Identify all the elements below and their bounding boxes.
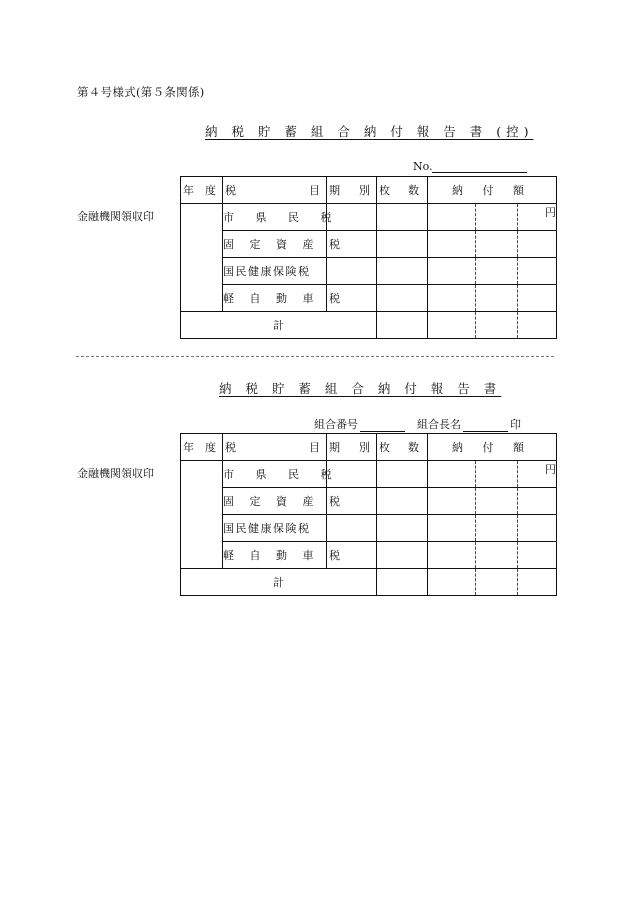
year-cell[interactable] bbox=[181, 204, 223, 312]
amount-cell[interactable] bbox=[428, 204, 476, 231]
header-year: 年 度 bbox=[181, 434, 223, 461]
period-cell[interactable] bbox=[327, 515, 377, 542]
amount-cell[interactable] bbox=[518, 515, 557, 542]
amount-cell[interactable] bbox=[518, 258, 557, 285]
total-count-cell[interactable] bbox=[377, 569, 428, 596]
count-cell[interactable] bbox=[377, 204, 428, 231]
total-amount-cell[interactable] bbox=[518, 312, 557, 339]
count-cell[interactable] bbox=[377, 515, 428, 542]
year-cell[interactable] bbox=[181, 461, 223, 569]
tax-item-label: 国民健康保険税 bbox=[223, 258, 327, 285]
total-label: 計 bbox=[181, 569, 377, 596]
amount-cell[interactable] bbox=[476, 204, 518, 231]
table-header-row bbox=[181, 434, 557, 461]
yen-label: 円 bbox=[518, 204, 557, 231]
tax-item-label: 市 県 民 税 bbox=[223, 204, 327, 231]
number-label: No. bbox=[413, 160, 433, 173]
amount-cell[interactable] bbox=[476, 258, 518, 285]
table-row bbox=[181, 488, 557, 515]
header-period: 期 別 bbox=[327, 177, 377, 204]
form-number: 第４号様式(第５条関係) bbox=[77, 85, 205, 99]
table-total-row bbox=[181, 569, 557, 596]
yen-label: 円 bbox=[518, 461, 557, 488]
tax-item-label: 国民健康保険税 bbox=[223, 515, 327, 542]
amount-cell[interactable] bbox=[476, 231, 518, 258]
table-row bbox=[181, 204, 557, 231]
table-total-row bbox=[181, 312, 557, 339]
table-row bbox=[181, 258, 557, 285]
bank-stamp-label: 金融機関領収印 bbox=[77, 210, 154, 223]
amount-cell[interactable] bbox=[476, 285, 518, 312]
tax-item-label: 市 県 民 税 bbox=[223, 461, 327, 488]
table-row bbox=[181, 542, 557, 569]
association-info bbox=[314, 416, 521, 432]
header-year: 年 度 bbox=[181, 177, 223, 204]
header-count: 枚 数 bbox=[377, 177, 428, 204]
report-table bbox=[180, 433, 557, 596]
amount-cell[interactable] bbox=[518, 285, 557, 312]
seal-label: 印 bbox=[510, 418, 521, 431]
amount-cell[interactable] bbox=[476, 461, 518, 488]
amount-cell[interactable] bbox=[428, 488, 476, 515]
total-amount-cell[interactable] bbox=[428, 569, 476, 596]
count-cell[interactable] bbox=[377, 542, 428, 569]
association-head-label: 組合長名 bbox=[417, 418, 461, 431]
header-amount: 納 付 額 bbox=[428, 177, 557, 204]
amount-cell[interactable] bbox=[518, 542, 557, 569]
amount-cell[interactable] bbox=[428, 542, 476, 569]
amount-cell[interactable] bbox=[428, 285, 476, 312]
total-amount-cell[interactable] bbox=[428, 312, 476, 339]
association-head-field[interactable] bbox=[463, 420, 508, 432]
amount-cell[interactable] bbox=[428, 461, 476, 488]
header-tax-item: 税 目 bbox=[223, 434, 327, 461]
table-row bbox=[181, 461, 557, 488]
amount-cell[interactable] bbox=[476, 515, 518, 542]
header-amount: 納 付 額 bbox=[428, 434, 557, 461]
amount-cell[interactable] bbox=[428, 231, 476, 258]
amount-cell[interactable] bbox=[476, 488, 518, 515]
bank-stamp-label: 金融機関領収印 bbox=[77, 467, 154, 480]
report-copy-title: 納 税 貯 蓄 組 合 納 付 報 告 書 (控) bbox=[205, 124, 534, 139]
number-field[interactable] bbox=[432, 172, 527, 173]
total-amount-cell[interactable] bbox=[518, 569, 557, 596]
table-row bbox=[181, 285, 557, 312]
tax-item-label: 軽 自 動 車 税 bbox=[223, 542, 327, 569]
amount-cell[interactable] bbox=[518, 231, 557, 258]
tax-item-label: 軽 自 動 車 税 bbox=[223, 285, 327, 312]
count-cell[interactable] bbox=[377, 461, 428, 488]
header-count: 枚 数 bbox=[377, 434, 428, 461]
count-cell[interactable] bbox=[377, 258, 428, 285]
association-number-label: 組合番号 bbox=[314, 418, 358, 431]
count-cell[interactable] bbox=[377, 488, 428, 515]
total-amount-cell[interactable] bbox=[476, 312, 518, 339]
amount-cell[interactable] bbox=[518, 488, 557, 515]
total-amount-cell[interactable] bbox=[476, 569, 518, 596]
total-label: 計 bbox=[181, 312, 377, 339]
amount-cell[interactable] bbox=[428, 258, 476, 285]
header-period: 期 別 bbox=[327, 434, 377, 461]
table-row bbox=[181, 515, 557, 542]
count-cell[interactable] bbox=[377, 285, 428, 312]
table-row bbox=[181, 231, 557, 258]
table-header-row bbox=[181, 177, 557, 204]
association-number-field[interactable] bbox=[360, 420, 405, 432]
amount-cell[interactable] bbox=[476, 542, 518, 569]
cut-line bbox=[76, 356, 554, 357]
total-count-cell[interactable] bbox=[377, 312, 428, 339]
count-cell[interactable] bbox=[377, 231, 428, 258]
period-cell[interactable] bbox=[327, 258, 377, 285]
tax-item-label: 固 定 資 産 税 bbox=[223, 488, 327, 515]
tax-item-label: 固 定 資 産 税 bbox=[223, 231, 327, 258]
report-copy-table bbox=[180, 176, 557, 339]
amount-cell[interactable] bbox=[428, 515, 476, 542]
header-tax-item: 税 目 bbox=[223, 177, 327, 204]
report-title: 納 税 貯 蓄 組 合 納 付 報 告 書 bbox=[219, 381, 502, 396]
